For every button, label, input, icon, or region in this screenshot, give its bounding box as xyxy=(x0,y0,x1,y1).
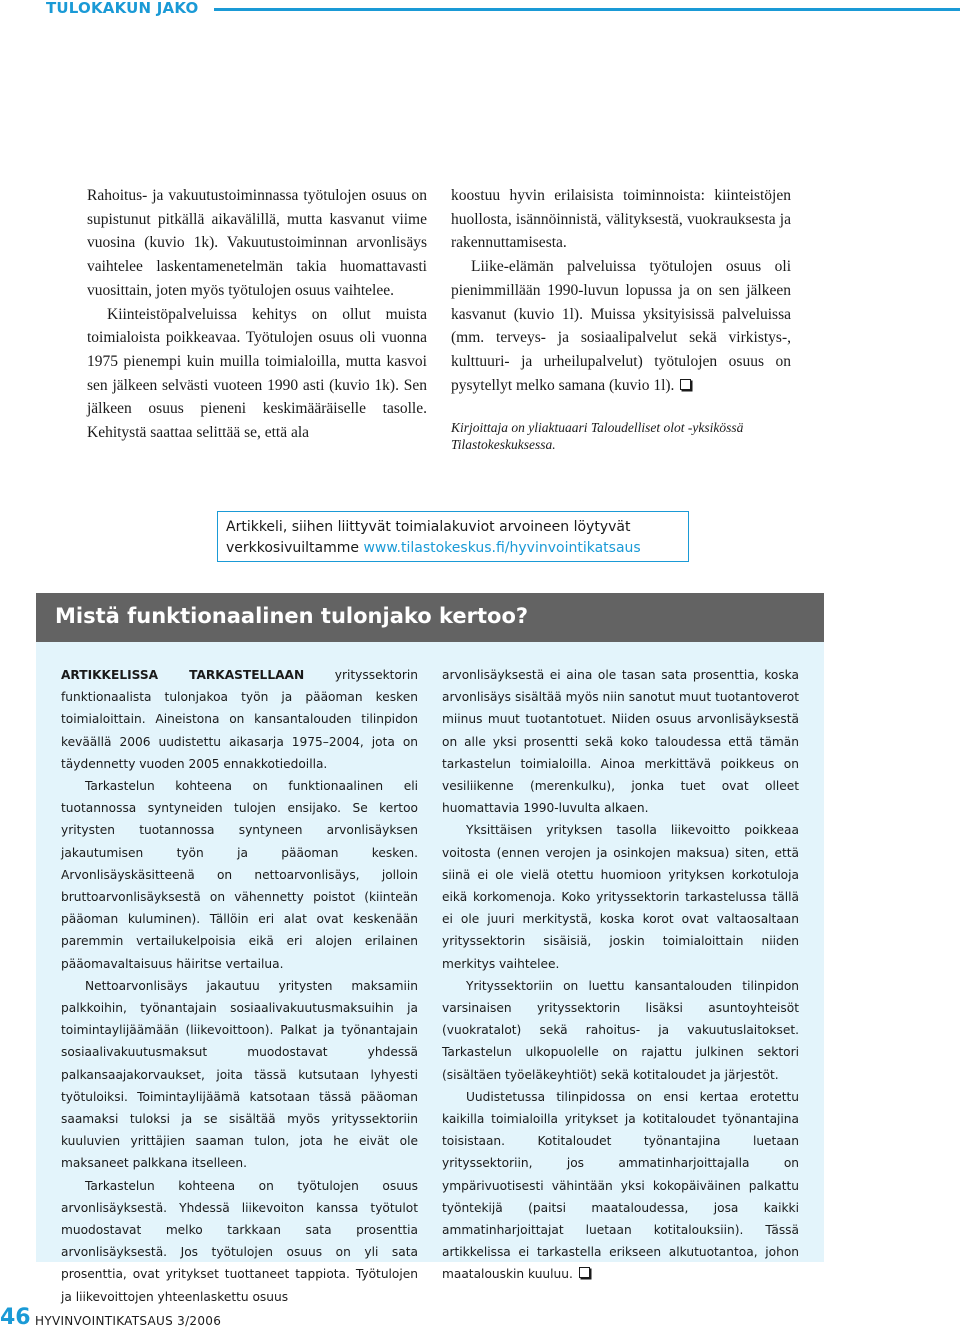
section-header xyxy=(0,0,960,22)
article-paragraph-with-end-mark xyxy=(451,255,791,397)
info-box-paragraph xyxy=(61,664,418,775)
article-paragraph: Kiinteistöpalveluissa kehitys on ollut muista toimialoista poikkeavaa. Työtulojen osuus oli vuonna 1975 pienempi kuin muilla toimialoilla, mutta kasvoi sen jälkeen selvästi vuoteen 1990 asti (kuvio 1k). Sen jälkeen osuus pieneni keskimääräiselle tasolle. Kehitystä saattaa selittää se, että ala xyxy=(87,305,427,442)
web-link-box xyxy=(217,511,689,562)
info-box-title-bar xyxy=(36,593,824,642)
info-box-paragraph-text: Uudistetussa tilinpidossa on ensi kertaa erotettu kaikilla toimialoilla yritykset ja kotitaloudet työnantajina toisistaan. Kotitaloudet työnantajina luetaan yrityssektoriin, jos ammatinharjoittajalla on ympärivuotisesti vähintään yksi kokopäiväinen palkattu työntekijä (paitsi maataloudessa, josa kaikki ammatinharjoittajat luetaan kotitalouksiin). Tässä artikkelissa ei tarkastella erikseen alkutuotantoa, johon maatalouskin kuuluu. xyxy=(442,1089,799,1282)
info-box-paragraph: arvonlisäyksestä ei aina ole tasan sata prosenttia, koska arvonlisäys sisältää myös niin sanotut muut tuotantoverot miinus muut tuotantotuet. Niiden osuus arvonlisäyksestä on alle yksi prosentti sekä koko taloudessa että tämän tarkastelun toimialoilla. Ainoa merkittävä poikkeus on vesiliikenne (merenkulku), jonka tuet ovat olleet huomattavia 1990-luvulta alkaen. xyxy=(442,668,799,816)
article-paragraph: Rahoitus- ja vakuutustoiminnassa työtulojen osuus on supistunut pitkällä aikavälillä, mutta kasvanut viime vuosina (kuvio 1k). Vakuutustoiminnan arvonlisäys vaihtelee laskentamenetelmän takia huomattavasti vuosittain, joten myös työtulojen osuus vaihtelee. xyxy=(87,187,427,299)
info-box-paragraph-with-end-mark xyxy=(442,1086,799,1286)
info-box-paragraph: Tarkastelun kohteena on työtulojen osuus arvonlisäyksestä. Yhdessä liikevoiton kanssa työtulot muodostavat melko tarkkaan sata prosenttia arvonlisäyksestä. Jos työtulojen osuus on yli sata prosenttia, ovat yritykset tuottaneet tappiota. Työtulojen ja liikevoittojen yhteenlaskettu osuus xyxy=(61,1178,418,1304)
info-box-lead: ARTIKKELISSA TARKASTELLAAN xyxy=(61,668,305,682)
publication-name: HYVINVOINTIKATSAUS 3/2006 xyxy=(35,1314,222,1328)
header-rule xyxy=(214,8,960,11)
section-title: TULOKAKUN JAKO xyxy=(46,0,199,17)
info-box-column-left xyxy=(61,664,418,1308)
info-box-paragraph: Tarkastelun kohteena on funktionaalinen eli tuotannossa syntyneiden tulojen ensijako. Se kertoo yritysten tuotannossa syntyneen arvonlisäyksen jakautumisen työn ja pääoman kesken. Arvonlisäyskäsitteenä on nettoarvonlisäys, jolloin bruttoarvonlisäyksestä on vähennetty poistot (kiinteän pääoman kuluminen). Tällöin eri alat ovat keskenään paremmin vertailukelpoisia eikä eri alojen erilainen pääomavaltaisuus häiritse vertailua. xyxy=(61,779,418,971)
author-byline: Kirjoittaja on yliaktuaari Taloudelliset olot -yksikössä Tilastokeskuksessa. xyxy=(451,420,744,452)
end-of-article-icon xyxy=(680,379,691,390)
article-column-left xyxy=(87,184,427,445)
page-number: 46 xyxy=(0,1305,31,1330)
page-footer xyxy=(0,1305,960,1336)
website-link[interactable]: www.tilastokeskus.fi/hyvinvointikatsaus xyxy=(363,539,641,556)
article-column-right xyxy=(451,184,791,397)
end-of-box-icon xyxy=(579,1267,590,1278)
info-box-title: Mistä funktionaalinen tulonjako kertoo? xyxy=(55,604,529,628)
info-box-paragraph: Yrityssektoriin on luettu kansantalouden tilinpidon varsinaisen yrityssektorin lisäksi asuntoyhteisöt (vuokratalot) sekä rahoitus- ja vakuutuslaitokset. Tarkastelun ulkopuolelle on rajattu julkinen sektori (sisältäen työeläkeyhtiöt) sekä kotitaloudet ja järjestöt. xyxy=(442,978,799,1082)
article-paragraph: koostuu hyvin erilaisista toiminnoista: kiinteistöjen huollosta, isännöinnistä, välityksestä, vuokrauksesta ja rakennuttamisesta. xyxy=(451,187,791,252)
article-paragraph-text: Liike-elämän palveluissa työtulojen osuus oli pienimmillään 1990-luvun lopussa ja on sen jälkeen kasvanut (kuvio 1l). Muissa yksityisissä palveluissa (mm. terveys- ja sosiaalipalvelut sekä virkistys-, kulttuuri- ja urheilupalvelut) työtulojen osuus on pysytellyt melko samana (kuvio 1l). xyxy=(451,258,791,394)
info-box-paragraph: Nettoarvonlisäys jakautuu yritysten maksamiin palkkoihin, työnantajain sosiaalivakuutusmaksuihin ja toimintaylijäämään (liikevoittoon). Palkat ja työnantajain sosiaalivakuutusmaksut muodostavat yhdessä palkansaajakorvaukset, joita tässä kutsutaan lyhyesti työtuloiksi. Toimintaylijäämä katsotaan tässä pääoman saamaksi tuloksi ja se sisältää myös yrityssektoriin kuuluvien yrittäjien saaman tulon, jota he eivät ole maksaneet palkkana itselleen. xyxy=(61,978,418,1171)
info-box-paragraph-text: yrityssektorin funktionaalista tulonjakoa työn ja pääoman kesken toimialoittain. Aineistona on kansantalouden tilinpidon keväällä 2006 uudistettu aikasarja 1975–2004, jota on täydennetty vuoden 2005 ennakkotiedoilla. xyxy=(61,668,418,771)
info-box-paragraph: Yksittäisen yrityksen tasolla liikevoitto poikkeaa voitosta (ennen verojen ja osinkojen maksua) siten, että siinä ei ole vielä otettu huomioon yrityksen korkotuloja eikä korkomenoja. Koko yrityssektorin tarkastelussa tällä ei ole juuri merkitystä, koska korot ovat valtaosaltaan yrityssektorin sisäisiä, joskin toimialoittain niiden merkitys vaihtelee. xyxy=(442,823,799,971)
info-box-column-right xyxy=(442,664,799,1286)
link-box-text: Artikkeli, siihen liittyvät toimialakuviot arvoineen löytyvät verkkosivuiltamme xyxy=(226,519,631,556)
